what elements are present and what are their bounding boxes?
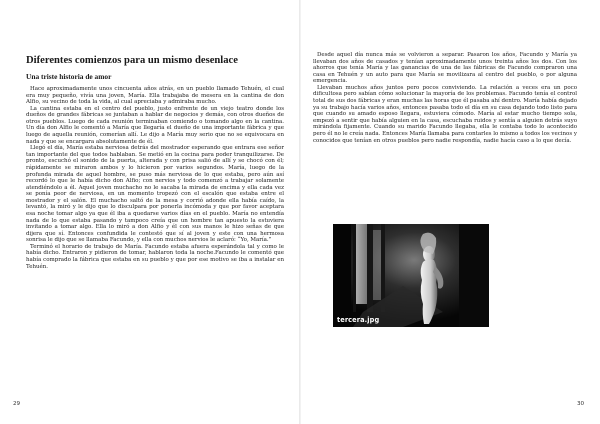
paragraph: Desde aquel día nunca más se volvieron a separar. Pasaron los años, Facundo y María ya llevaban dos años de casados y tenían aproximadamente unos treinta años los dos. Con los ahorros que tenía María y las ganancias de una de las fábricas de Facundo compraron una casa en Tehuén y un auto para que María se movilizara al centro del pueblo, o por alguna emergencia. xyxy=(313,52,577,85)
story-title: Diferentes comienzos para un mismo desenlace xyxy=(26,55,238,66)
page-number-left: 29 xyxy=(13,401,21,407)
photo-illustration xyxy=(333,224,489,327)
image-caption: tercera.jpg xyxy=(337,316,380,324)
page-number-right: 30 xyxy=(577,401,585,407)
paragraph: La cantina estaba en el centro del pueblo, justo enfrente de un viejo teatro donde los dueños de grandes fábricas se juntaban a hablar de negocios y demás, con otros dueños de otros pueblos. Luego de cada reunión terminaban comiendo o tomando algo en la cantina. Un día don Alfio le comentó a María que llegaría el dueño de una importante fábrica y que luego de aquella reunión, comerían allí. Le dijo a María muy serio que no se equivocara en nada y que se encargara absolutamente de él. xyxy=(26,105,284,145)
story-subtitle: Una triste historia de amor xyxy=(26,72,112,81)
paragraph: Terminó el horario de trabajo de María. Facundo estaba afuera esperándola tal y como le había dicho. Entraron y pidieron de tomar, hablaron toda la noche.Facundo le comentó que había comprado la fábrica que estaba en su pueblo y que por ese motivo se iba a instalar en Tehuén. xyxy=(26,243,284,270)
left-page-body xyxy=(26,86,284,270)
paragraph: Llevaban muchos años juntos pero pocos conviviendo. La relación a veces era un poco dificultosa pero sabían cómo solucionar la mayoría de los problemas. Facundo tenía el control total de sus dos fábricas y eran muchas las horas que él pasaba ahí dentro. María había dejado ya su trabajo hacía varios años, entonces pasaba todo el día en su casa dejando todo listo para que cuando su amado esposo llegara, estuviera cómodo. María al estar mucho tiempo sola, empezó a sentir que había alguien en la casa, escuchaba ruidos y sentía a alguien detrás suyo mirándola fijamente. Cuando su marido Facundo llegaba, ella le contaba todo lo acontecido pero él no le creía nada. Entonces María llamaba para contarles lo mismo a todos los vecinos y conocidos que tenían en otros pueblos pero nadie respondía, nadie hacía caso a lo que decía. xyxy=(313,84,577,144)
paragraph: Llegó el día, María estaba nerviosa detrás del mostrador esperando que entrara ese señor tan importante del que todos hablaban. Se metió en la cocina para poder tranquilizarse. De pronto, escuchó el sonido de la puerta, alterada y con prisa salió de allí y se chocó con él; rápidamente se miraron ambos y lo hicieron por varios segundos. María, luego de la profunda mirada de aquel hombre, se puso más nerviosa de lo que estaba, pero aún así recordó lo que le había dicho don Alfio; con nervios y todo comenzó a trabajar solamente atendiéndolo a él. Aquel joven muchacho no le sacaba la mirada de encima y ella cada vez se ponía peor de nerviosa, en un momento tropezó con el escalón que estaba entre el mostrador y el salón. El muchacho saltó de la mesa y corrió adonde ella había caído, la levantó, la miró y le dijo que lo disculpara por ponerla incómoda y que por favor aceptara esa noche tomar algo ya que él iba a quedarse varios días en el pueblo. María no entendía nada de lo que estaba pasando y tampoco creía que un hombre tan apuesto la estuviera invitando a tomar algo. Ella lo miró a don Alfio y él con sus manos le hizo señas de que dijera que sí. Entonces confundida le contestó que sí al joven y este con una hermosa sonrisa le dijo que se llamaba Facundo, y ella con muchos nervios le aclaró: “Yo, María.” xyxy=(26,145,284,244)
left-page xyxy=(0,0,299,424)
paragraph: Hace aproximadamente unos cincuenta años atrás, en un pueblo llamado Tehuén, el cual era muy pequeño, vivía una joven, María. Ella trabajaba de mesera en la cantina de don Alfio, su vecino de toda la vida, al cual apreciaba y admiraba mucho. xyxy=(26,86,284,106)
right-page-body xyxy=(313,52,577,144)
story-photo xyxy=(333,224,489,327)
right-page xyxy=(301,0,600,424)
